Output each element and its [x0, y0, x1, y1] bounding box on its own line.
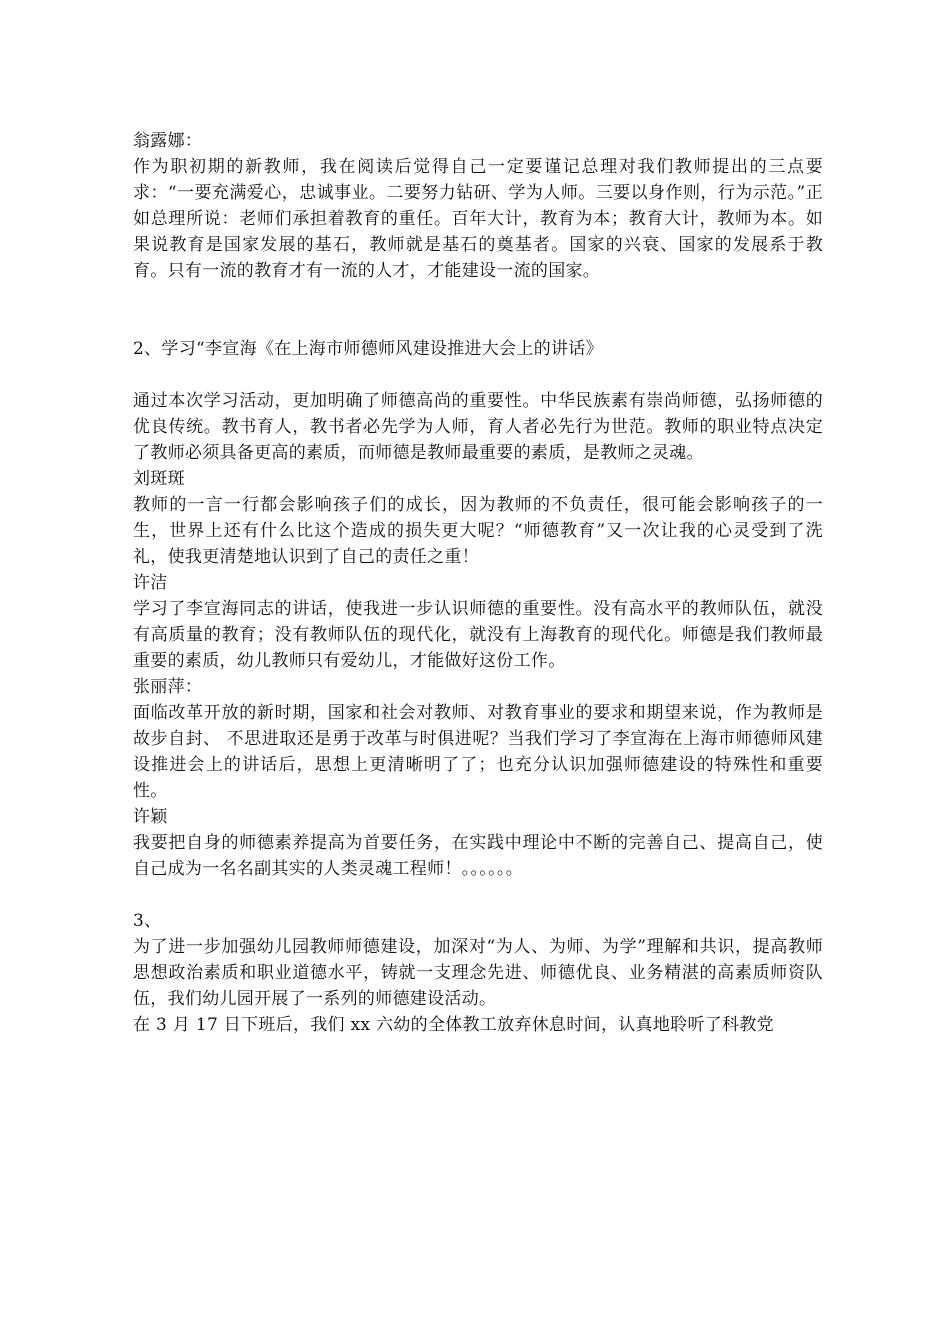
text-paragraph: 教师的一言一行都会影响孩子们的成长，因为教师的不负责任，很可能会影响孩子的一生，世界上还有什么比这个造成的损失更大呢？“师德教育”又一次让我的心灵受到了洗礼，使我更清楚地认识到了自己的责任之重！: [133, 495, 823, 567]
text-paragraph: 3、: [133, 911, 162, 931]
text-paragraph: 学习了李宣海同志的讲话，使我进一步认识师德的重要性。没有高水平的教师队伍，就没有高质量的教育；没有教师队伍的现代化，就没有上海教育的现代化。师德是我们教师最重要的素质，幼儿教师只有爱幼儿，才能做好这份工作。: [133, 599, 823, 671]
text-paragraph: 通过本次学习活动，更加明确了师德高尚的重要性。中华民族素有崇尚师德，弘扬师德的优良传统。教书育人，教书者必先学为人师，育人者必先行为世范。教师的职业特点决定了教师必须具备更高的素质，而师德是教师最重要的素质，是教师之灵魂。: [133, 391, 823, 463]
document-page: [133, 128, 823, 1038]
text-paragraph: 翁露娜：: [133, 131, 203, 151]
text-paragraph: 我要把自身的师德素养提高为首要任务，在实践中理论中不断的完善自己、提高自己，使自己成为一名名副其实的人类灵魂工程师！。。。。。。: [133, 833, 823, 879]
text-paragraph: 许颖: [133, 807, 168, 827]
text-paragraph: 面临改革开放的新时期，国家和社会对教师、对教育事业的要求和期望来说，作为教师是故步自封、 不思进取还是勇于改革与时俱进呢？当我们学习了李宣海在上海市师德师风建设推进会上的讲话后，思想上更清晰明了了；也充分认识加强师德建设的特殊性和重要性。: [133, 703, 823, 801]
paragraph-spacer: [133, 284, 823, 336]
text-paragraph: 为了进一步加强幼儿园教师师德建设，加深对“为人、为师、为学”理解和共识，提高教师思想政治素质和职业道德水平，铸就一支理念先进、师德优良、业务精湛的高素质师资队伍，我们幼儿园开展了一系列的师德建设活动。: [133, 937, 823, 1009]
text-paragraph: 在 3 月 17 日下班后，我们 xx 六幼的全体教工放弃休息时间，认真地聆听了科教党: [133, 1015, 774, 1035]
paragraph-spacer: [133, 362, 823, 388]
text-paragraph: 2、学习“李宣海《在上海市师德师风建设推进大会上的讲话》: [133, 339, 603, 359]
text-paragraph: 张丽萍：: [133, 677, 203, 697]
text-paragraph: 许洁: [133, 573, 168, 593]
text-paragraph: 刘斑斑: [133, 469, 185, 489]
text-paragraph: 作为职初期的新教师，我在阅读后觉得自己一定要谨记总理对我们教师提出的三点要求：“一要充满爱心，忠诚事业。二要努力钻研、学为人师。三要以身作则，行为示范。”正如总理所说：老师们承担着教育的重任。百年大计，教育为本；教育大计，教师为本。如果说教育是国家发展的基石，教师就是基石的奠基者。国家的兴衰、国家的发展系于教育。只有一流的教育才有一流的人才，才能建设一流的国家。: [133, 157, 823, 281]
paragraph-spacer: [133, 882, 823, 908]
